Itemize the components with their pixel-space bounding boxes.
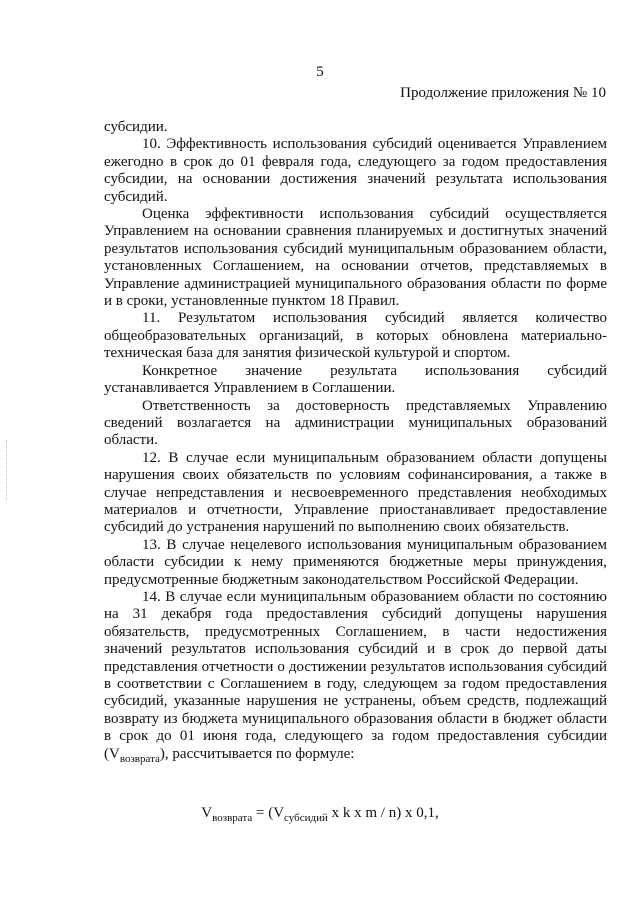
paragraph-efficiency-evaluation: Оценка эффективности использования субсидий осуществляется Управлением на основании сравнения планируемых и достигнутых значений результатов использования субсидий муниципальным образованием области, установленных Соглашением, на основании отчетов, представляемых в Управление администрацией муниципального образования области по форме и в сроки, установленные пунктом 18 Правил. — [104, 206, 607, 310]
paragraph-continuation: субсидии. — [104, 119, 168, 135]
paragraph-10: 10. Эффективность использования субсидий оценивается Управлением ежегодно в срок до 01 февраля года, следующего за годом предоставления субсидии, на основании достижения значений результата использования субсидий. — [104, 136, 607, 205]
formula-eq-open: = (V — [252, 805, 285, 821]
paragraph-result-value: Конкретное значение результата использования субсидий устанавливается Управлением в Соглашении. — [104, 362, 607, 397]
ending-text-before: за годом предоставления субсидии (V — [104, 728, 608, 762]
ending-subscript: возврата — [119, 752, 160, 765]
paragraph-responsibility: Ответственность за достоверность представляемых Управлению сведений возлагается на администрации муниципальных образований области. — [104, 397, 607, 449]
paragraph-12: 12. В случае если муниципальным образованием области допущены нарушения своих обязательств по условиям софинансирования, а также в случае непредставления и несвоевременного представления необходимых материалов и отчетности, Управление приостанавливает предоставление субсидий до устранения нарушений по выполнению своих обязательств. — [104, 449, 607, 536]
paragraph-14-text: 14. В случае если муниципальным образованием области по состоянию на 31 декабря года предоставления субсидий допущены нарушения обязательств, предусмотренных Соглашением, в части недостижения значений результатов использования субсидий и в срок до первой даты представления отчетности о достижении результатов использования субсидий в соответствии с Соглашением в году, следующем за годом предоставления субсидий, указанные нарушения не устранены, объем средств, подлежащий возврату из бюджета муниципального образования области в бюджет области в срок до 01 июня года, следующего — [104, 588, 607, 745]
paragraph-11: 11. Результатом использования субсидий является количество общеобразовательных организаций, в которых обновлена материально-техническая база для занятия физической культурой и спортом. — [104, 310, 607, 362]
appendix-header: Продолжение приложения № 10 — [400, 85, 606, 101]
document-body — [104, 119, 607, 763]
ending-text-after: ), рассчитывается по формуле: — [159, 745, 355, 762]
refund-formula — [0, 804, 640, 822]
formula-subsidy-subscript: субсидий — [284, 812, 328, 824]
paragraph-13: 13. В случае нецелевого использования муниципальным образованием области субсидии к нему применяются бюджетные меры принуждения, предусмотренные бюджетным законодательством Российской Федерации. — [104, 536, 607, 588]
margin-scan-mark — [6, 440, 9, 500]
formula-rest: x k x m / n) x 0,1, — [327, 805, 439, 821]
formula-v: V — [201, 805, 213, 821]
page-number: 5 — [316, 64, 324, 80]
paragraph-14 — [104, 589, 607, 763]
formula-v-subscript: возврата — [212, 812, 253, 824]
